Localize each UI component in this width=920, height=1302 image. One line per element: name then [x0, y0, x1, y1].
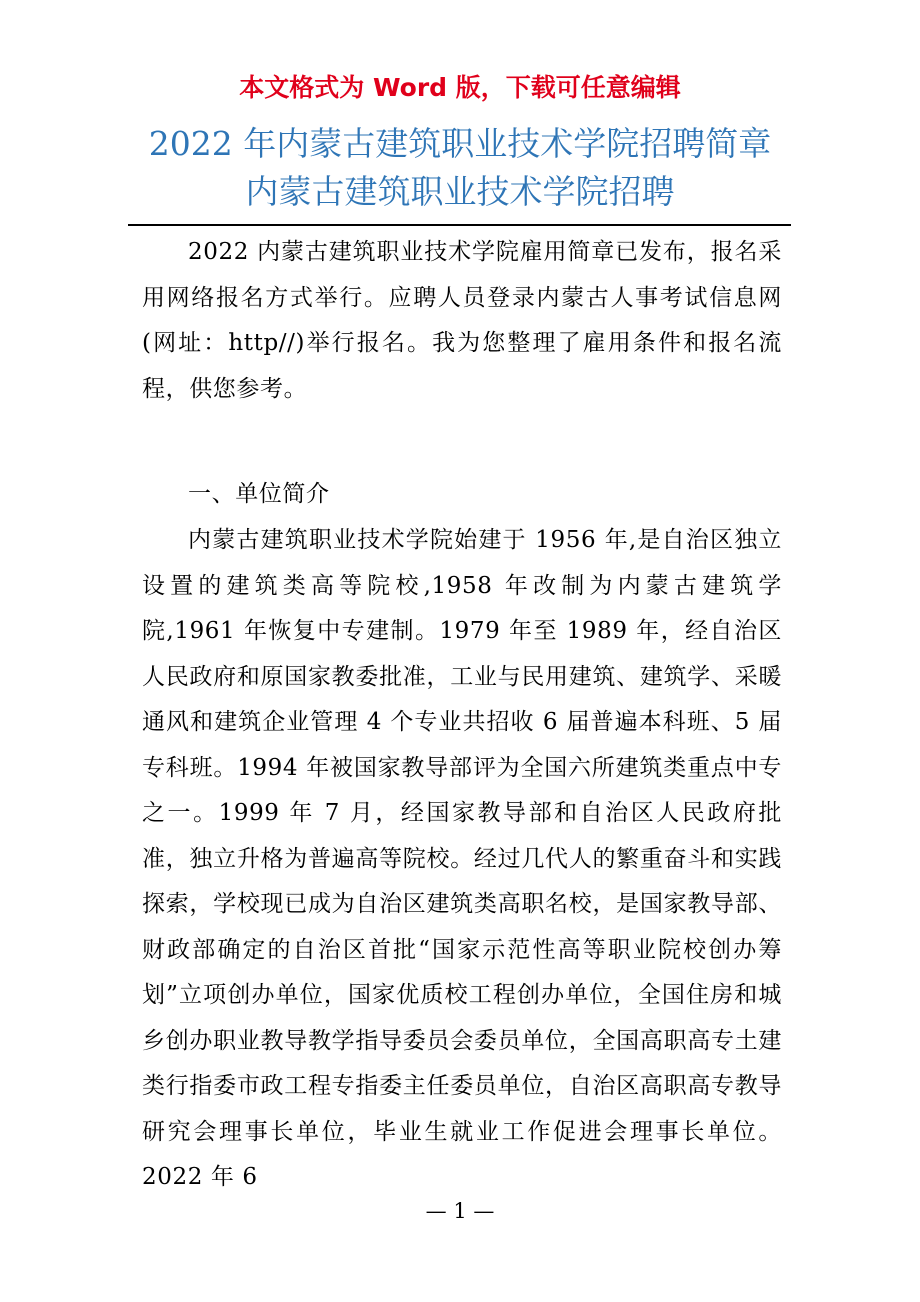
page-number: — 1 —	[425, 1199, 495, 1223]
intro-paragraph: 2022 内蒙古建筑职业技术学院雇用简章已发布，报名采用网络报名方式举行。应聘人员登录内蒙古人事考试信息网(网址：http//)举行报名。我为您整理了雇用条件和报名流程，供您参考。	[142, 239, 782, 402]
document-title-line-1: 2022 年内蒙古建筑职业技术学院招聘简章	[148, 124, 772, 163]
unit-intro-paragraph: 内蒙古建筑职业技术学院始建于 1956 年,是自治区独立设置的建筑类高等院校,1958 年改制为内蒙古建筑学院,1961 年恢复中专建制。1979 年至 1989 年，经自治区人民政府和原国家教委批准，工业与民用建筑、建筑学、采暖通风和建筑企业管理 4 个专业共招收 6 届普遍本科班、5 届专科班。1994 年被国家教导部评为全国六所建筑类重点中专之一。1999 年 7 月，经国家教导部和自治区人民政府批准，独立升格为普遍高等院校。经过几代人的繁重奋斗和实践探索，学校现已成为自治区建筑类高职名校，是国家教导部、财政部确定的自治区首批“国家示范性高等职业院校创办筹划”立项创办单位，国家优质校工程创办单位，全国住房和城乡创办职业教导教学指导委员会委员单位，全国高职高专土建类行指委市政工程专指委主任委员单位，自治区高职高专教导研究会理事长单位，毕业生就业工作促进会理事长单位。2022 年 6	[142, 527, 782, 1190]
format-notice-banner: 本文格式为 Word 版，下载可任意编辑	[239, 73, 681, 102]
section-heading-unit-intro: 一、单位简介	[188, 481, 330, 507]
document-title-line-2: 内蒙古建筑职业技术学院招聘	[245, 172, 675, 211]
title-divider	[128, 224, 791, 226]
